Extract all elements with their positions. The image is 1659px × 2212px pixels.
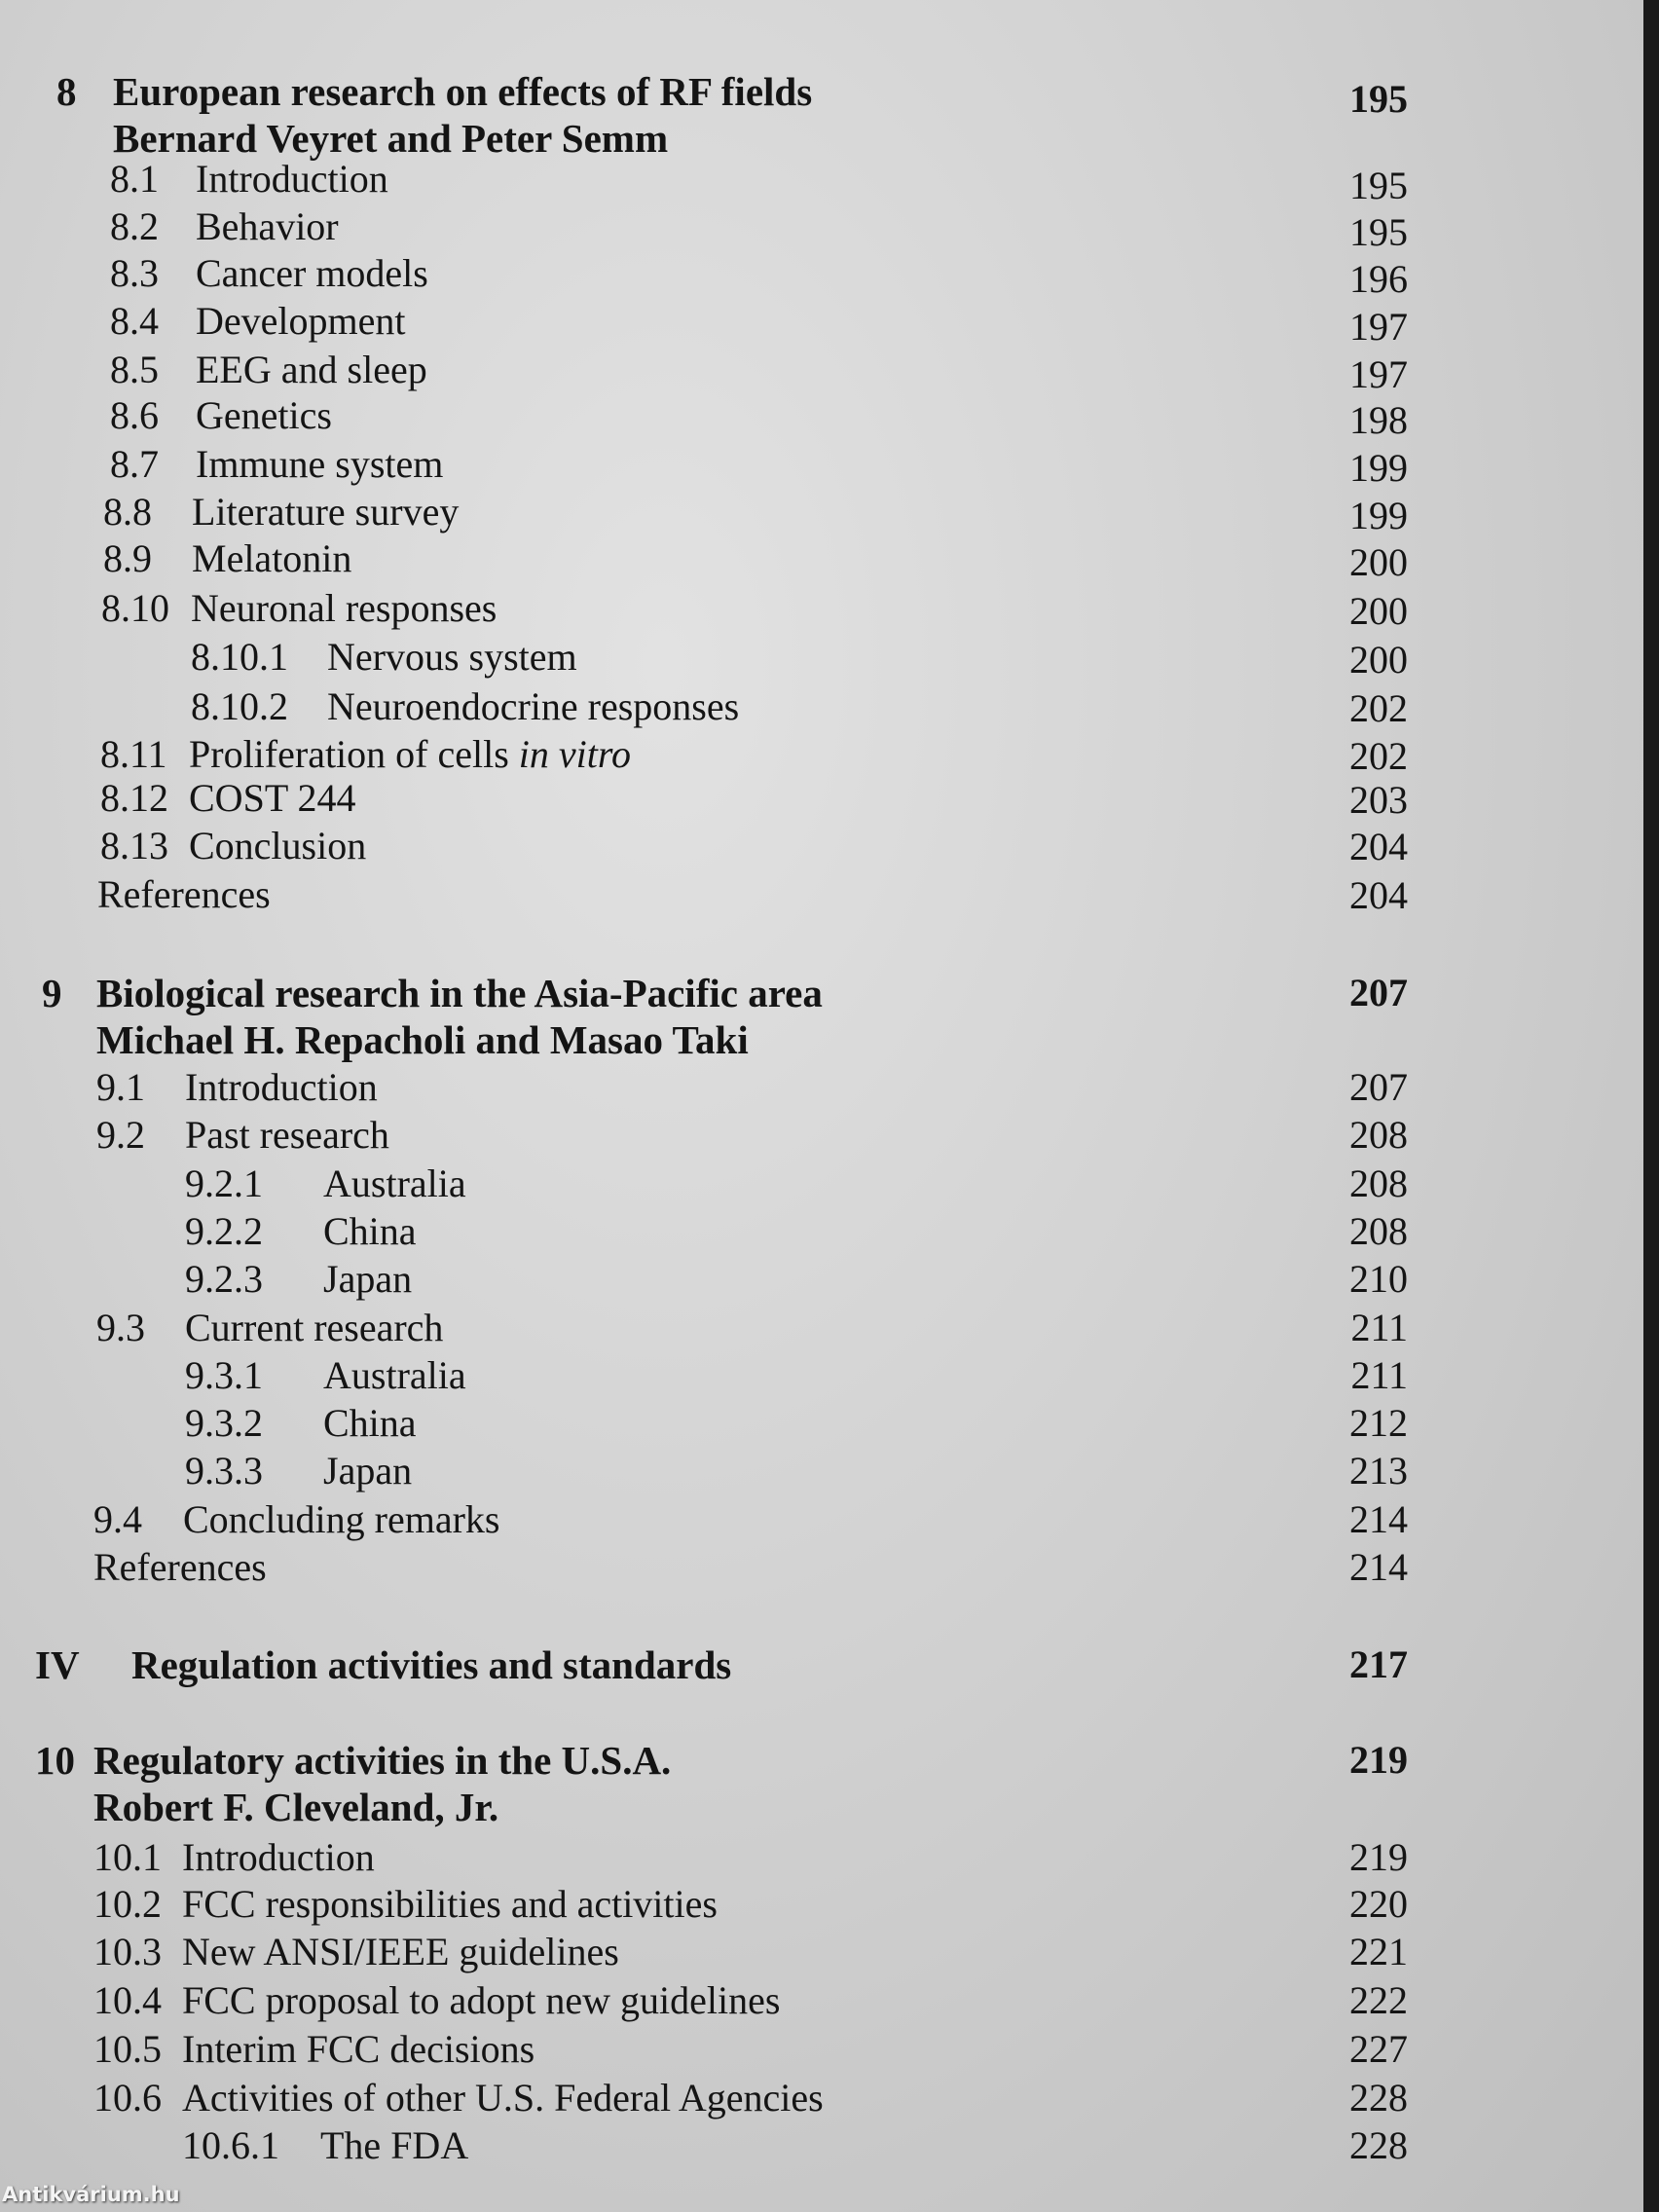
entry-number: 8.4 [110,299,159,343]
entry-title [323,1400,417,1447]
entry-page-number: 207 [1349,1065,1408,1109]
entry-title-text: China [323,1209,417,1253]
entry-title-text: China [323,1401,417,1445]
entry-title-italic: in vitro [518,732,631,776]
entry-title [189,823,366,869]
entry-title [196,156,388,203]
entry-page-number: 199 [1349,494,1408,537]
entry-title-text: Development [196,299,406,343]
entry-number: 9.4 [93,1497,142,1541]
entry-page-number: 219 [1349,1835,1408,1879]
entry-number: 8.5 [110,348,159,391]
entry-title-text: FCC responsibilities and activities [182,1882,718,1926]
entry-page-number: 208 [1349,1161,1408,1205]
entry-page-number: 222 [1349,1978,1408,2022]
entry-title [196,347,427,393]
entry-title-text: Introduction [196,157,388,201]
entry-title-text: Behavior [196,204,339,248]
entry-title [93,1544,267,1591]
entry-page-number: 208 [1349,1113,1408,1157]
entry-title-text: Regulatory activities in the U.S.A. [93,1738,672,1783]
entry-title [192,489,459,535]
entry-title-text: Current research [185,1306,444,1349]
entry-number: 9.2.2 [185,1209,263,1253]
entry-title-text: Genetics [196,393,332,437]
entry-number: 8.1 [110,157,159,201]
entry-title-text: European research on effects of RF fields [113,69,813,114]
entry-page-number: 197 [1349,305,1408,349]
entry-title [182,1881,718,1928]
entry-title [196,203,339,250]
entry-title-text: References [97,872,271,916]
entry-page-number: 198 [1349,398,1408,442]
entry-title [182,1977,780,2024]
entry-number: 8.7 [110,442,159,486]
entry-number: 10.1 [93,1835,162,1879]
entry-title [183,1496,500,1543]
entry-page-number: 219 [1349,1738,1408,1782]
entry-title [191,585,497,632]
entry-title-text: Cancer models [196,251,428,295]
entry-title-text: Proliferation of cells [189,732,519,776]
entry-page-number: 202 [1349,686,1408,730]
entry-title-text: EEG and sleep [196,348,427,391]
entry-number: 8 [56,69,77,114]
entry-page-number: 195 [1349,164,1408,207]
entry-number: 8.10 [101,586,169,630]
entry-number: 10.3 [93,1930,162,1973]
entry-title-text: FCC proposal to adopt new guidelines [182,1978,781,2022]
entry-page-number: 202 [1349,734,1408,778]
entry-page-number: 217 [1349,1642,1408,1686]
entry-title [182,1834,375,1881]
entry-title-text: Australia [323,1353,466,1397]
entry-page-number: 199 [1349,446,1408,490]
entry-page-number: 204 [1349,873,1408,917]
entry-number: 8.11 [100,732,167,776]
entry-title [97,871,271,918]
entry-page-number: 220 [1349,1882,1408,1926]
entry-number: 9.1 [96,1065,145,1109]
entry-number: 8.10.2 [191,684,288,728]
entry-page-number: 221 [1349,1930,1408,1973]
entry-page-number: 208 [1349,1209,1408,1253]
entry-title-text: Regulation activities and standards [131,1642,732,1687]
entry-number: 8.13 [100,824,168,867]
entry-page-number: 196 [1349,257,1408,301]
entry-title [93,1737,671,1784]
entry-author: Robert F. Cleveland, Jr. [93,1785,499,1829]
entry-number: 8.10.1 [191,635,288,679]
entry-title [323,1161,466,1207]
watermark: Antikvárium.hu [2,2183,180,2206]
entry-number: 8.9 [103,536,152,580]
entry-page-number: 195 [1349,77,1408,121]
entry-title [131,1641,731,1688]
entry-title [323,1448,412,1494]
entry-title-text: Japan [323,1449,413,1493]
entry-title [192,535,351,582]
entry-title-text: COST 244 [189,776,356,820]
entry-number: 9.2 [96,1113,145,1157]
entry-title-text: New ANSI/IEEE guidelines [182,1930,619,1973]
entry-title [196,298,406,345]
entry-page-number: 200 [1349,540,1408,584]
entry-title [182,2075,824,2121]
entry-page-number: 197 [1349,352,1408,396]
entry-title-text: Conclusion [189,824,367,867]
entry-title-text: Activities of other U.S. Federal Agencies [182,2076,824,2120]
entry-page-number: 210 [1349,1257,1408,1301]
entry-page-number: 200 [1349,589,1408,633]
entry-title [189,775,356,822]
entry-number: 10.2 [93,1882,162,1926]
entry-number: 9 [42,971,62,1015]
entry-number: 8.2 [110,204,159,248]
entry-page-number: 214 [1349,1497,1408,1541]
book-spine-edge [1643,0,1659,2212]
entry-page-number: 212 [1349,1401,1408,1445]
entry-number: 8.6 [110,393,159,437]
entry-author: Bernard Veyret and Peter Semm [113,116,669,161]
entry-title-text: Literature survey [192,490,460,534]
entry-number: IV [35,1642,80,1687]
entry-title [323,1256,412,1303]
entry-number: 8.8 [103,490,152,534]
entry-title [185,1064,378,1111]
entry-title-text: Immune system [196,442,444,486]
entry-title [96,970,823,1016]
entry-title [196,392,332,439]
entry-number: 9.3 [96,1306,145,1349]
entry-page-number: 211 [1350,1353,1408,1397]
entry-title [185,1305,443,1351]
entry-title-text: Introduction [185,1065,378,1109]
entry-title [323,1352,466,1399]
entry-page-number: 195 [1349,210,1408,254]
entry-title-text: Past research [185,1113,389,1157]
entry-title-text: Australia [323,1161,466,1205]
entry-page-number: 211 [1350,1306,1408,1349]
entry-title [320,2122,468,2169]
entry-number: 8.3 [110,251,159,295]
entry-page-number: 213 [1349,1449,1408,1493]
entry-title [185,1112,389,1159]
entry-title-text: References [93,1545,267,1589]
entry-page-number: 228 [1349,2076,1408,2120]
entry-title [196,250,428,297]
entry-title [196,441,443,488]
entry-title [323,1208,417,1255]
entry-page-number: 228 [1349,2123,1408,2167]
entry-page-number: 200 [1349,638,1408,682]
entry-title-text: Melatonin [192,536,352,580]
entry-number: 10.4 [93,1978,162,2022]
entry-number: 9.3.2 [185,1401,263,1445]
entry-number: 10 [35,1738,75,1783]
entry-author: Michael H. Repacholi and Masao Taki [96,1017,749,1062]
entry-title-text: Nervous system [327,635,577,679]
entry-title-text: Concluding remarks [183,1497,500,1541]
entry-page-number: 204 [1349,825,1408,868]
entry-title [327,683,739,730]
entry-title-text: Interim FCC decisions [182,2027,535,2071]
entry-page-number: 203 [1349,778,1408,822]
entry-title [113,68,812,115]
entry-number: 9.3.1 [185,1353,263,1397]
entry-title [327,634,577,681]
entry-title-text: Neuronal responses [191,586,498,630]
entry-page-number: 227 [1349,2027,1408,2071]
entry-number: 9.2.1 [185,1161,263,1205]
entry-title-text: Japan [323,1257,413,1301]
entry-number: 9.2.3 [185,1257,263,1301]
entry-title [182,1929,619,1975]
entry-title-text: Biological research in the Asia-Pacific area [96,971,823,1015]
entry-number: 10.5 [93,2027,162,2071]
entry-title-text: The FDA [320,2123,469,2167]
entry-number: 10.6.1 [182,2123,279,2167]
entry-page-number: 214 [1349,1545,1408,1589]
entry-number: 9.3.3 [185,1449,263,1493]
entry-title [189,731,631,778]
entry-number: 8.12 [100,776,168,820]
entry-number: 10.6 [93,2076,162,2120]
entry-title-text: Neuroendocrine responses [327,684,740,728]
entry-title-text: Introduction [182,1835,375,1879]
entry-title [182,2026,535,2073]
entry-page-number: 207 [1349,971,1408,1014]
